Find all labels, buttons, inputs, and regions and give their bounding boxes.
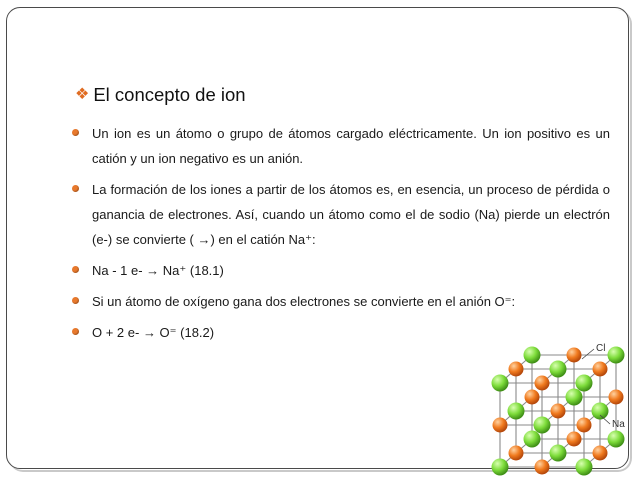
cl-atom — [608, 347, 625, 364]
na-atom — [551, 404, 566, 419]
diamond-bullet-icon: ❖ — [75, 86, 90, 103]
cl-atom — [508, 403, 525, 420]
bullet-dot-icon — [72, 266, 79, 273]
bullet-item — [70, 289, 610, 314]
bullet-item — [70, 177, 610, 252]
cl-atom — [550, 445, 567, 462]
bullet-text: Na - 1 e- → Na⁺ (18.1) — [92, 263, 224, 278]
cl-atom — [524, 347, 541, 364]
cl-atom — [576, 375, 593, 392]
cl-atom — [576, 459, 593, 476]
bullet-dot-icon — [72, 185, 79, 192]
cl-atom — [492, 375, 509, 392]
cl-label: Cl — [596, 343, 606, 354]
na-atom — [535, 376, 550, 391]
cl-label-pointer — [582, 349, 594, 359]
na-atom — [493, 418, 508, 433]
cl-atom — [608, 431, 625, 448]
na-atom — [577, 418, 592, 433]
bullet-dot-icon — [72, 129, 79, 136]
bullet-item — [70, 121, 610, 171]
slide-title-row — [75, 84, 246, 106]
na-atom — [593, 362, 608, 377]
na-atom — [525, 390, 540, 405]
bullet-item — [70, 258, 610, 283]
crystal-atoms — [492, 347, 625, 476]
cl-atom — [492, 459, 509, 476]
bullet-dot-icon — [72, 328, 79, 335]
bullet-text: La formación de los iones a partir de los átomos es, en esencia, un proceso de pérdida o ganancia de electrones. Así, cuando un átomo como el de sodio (Na) pierde un electrón (e-) se convierte ( →) en el catión Na⁺: — [92, 182, 610, 247]
cl-atom — [566, 389, 583, 406]
na-atom — [567, 348, 582, 363]
bullet-list — [70, 121, 610, 351]
bullet-text: Si un átomo de oxígeno gana dos electrones se convierte en el anión O⁼: — [92, 294, 516, 309]
slide-title: El concepto de ion — [93, 84, 246, 105]
cl-atom — [592, 403, 609, 420]
cl-atom — [524, 431, 541, 448]
cl-atom — [534, 417, 551, 434]
na-atom — [535, 460, 550, 475]
na-atom — [509, 362, 524, 377]
na-atom — [609, 390, 624, 405]
bullet-text: Un ion es un átomo o grupo de átomos cargado eléctricamente. Un ion positivo es un catión y un ion negativo es un anión. — [92, 126, 610, 166]
na-atom — [593, 446, 608, 461]
na-label: Na — [612, 419, 625, 430]
bullet-text: O + 2 e- → O⁼ (18.2) — [92, 325, 215, 340]
nacl-crystal-figure — [478, 323, 638, 479]
na-atom — [567, 432, 582, 447]
na-atom — [509, 446, 524, 461]
cl-atom — [550, 361, 567, 378]
bullet-dot-icon — [72, 297, 79, 304]
